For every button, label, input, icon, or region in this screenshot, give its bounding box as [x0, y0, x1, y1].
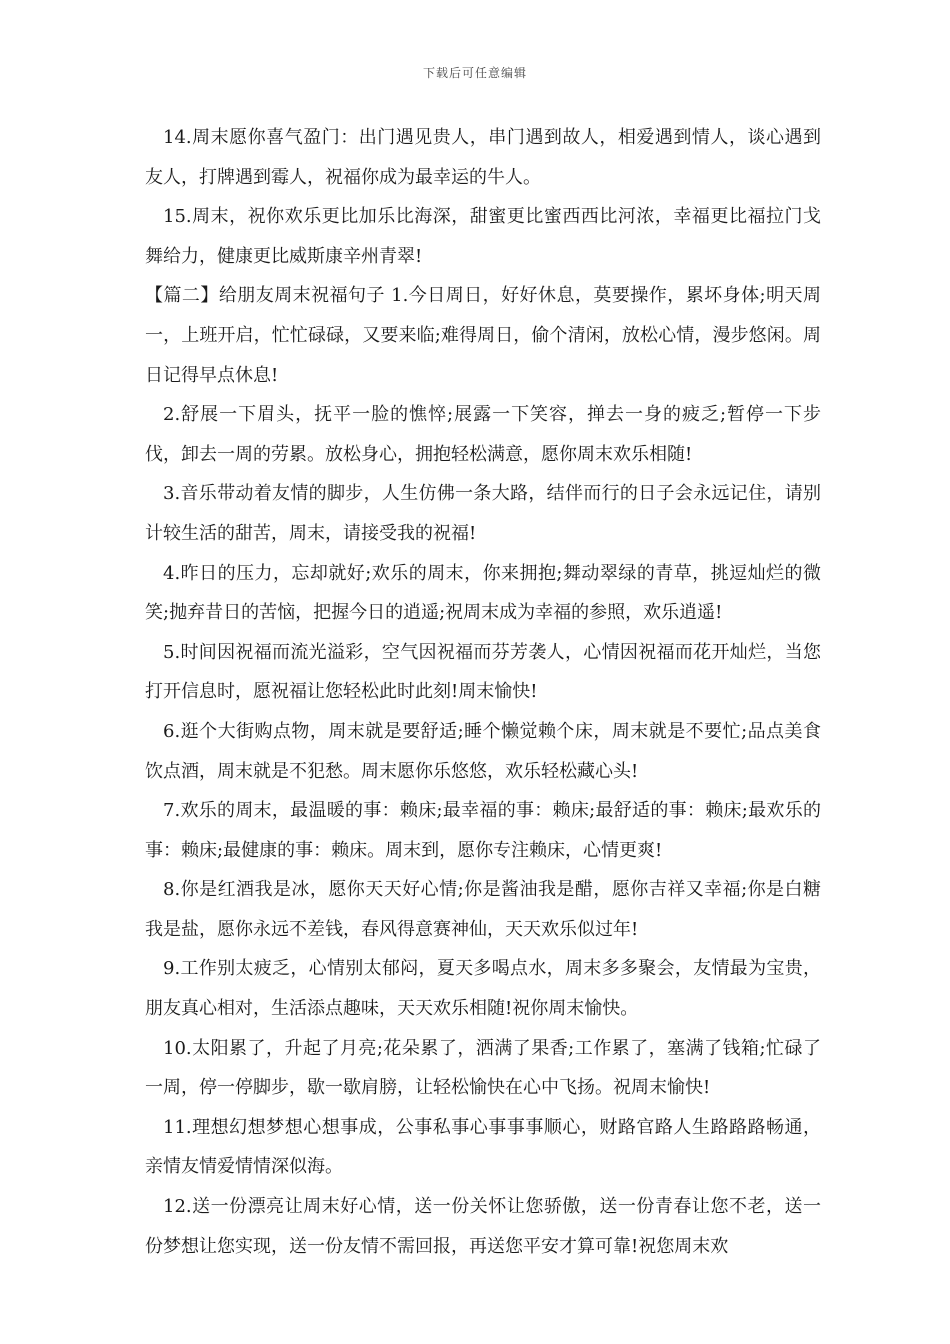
paragraph-2: 2.舒展一下眉头，抚平一脸的憔悴;展露一下笑容，掸去一身的疲乏;暂停一下步伐，卸去一周的劳累。放松身心，拥抱轻松满意，愿你周末欢乐相随!	[145, 404, 821, 465]
paragraph-15: 15.周末，祝你欢乐更比加乐比海深，甜蜜更比蜜西西比河浓，幸福更比福拉门戈舞给力，健康更比威斯康辛州青翠!	[145, 206, 821, 267]
page-header-note: 下载后可任意编辑	[422, 66, 527, 80]
paragraph-10: 10.太阳累了，升起了月亮;花朵累了，洒满了果香;工作累了，塞满了钱箱;忙碌了一周，停一停脚步，歇一歇肩膀，让轻松愉快在心中飞扬。祝周末愉快!	[145, 1037, 821, 1099]
paragraph-7: 7.欢乐的周末，最温暖的事：赖床;最幸福的事：赖床;最舒适的事：赖床;最欢乐的事：赖床;最健康的事：赖床。周末到，愿你专注赖床，心情更爽!	[145, 800, 821, 861]
paragraph-11: 11.理想幻想梦想心想事成，公事私事心事事事顺心，财路官路人生路路路畅通，亲情友情爱情情深似海。	[145, 1116, 821, 1178]
paragraph-12: 12.送一份漂亮让周末好心情，送一份关怀让您骄傲，送一份青春让您不老，送一份梦想让您实现，送一份友情不需回报，再送您平安才算可靠!祝您周末欢	[145, 1196, 821, 1257]
paragraph-5: 5.时间因祝福而流光溢彩，空气因祝福而芬芳袭人，心情因祝福而花开灿烂，当您打开信息时，愿祝福让您轻松此时此刻!周末愉快!	[145, 641, 821, 703]
paragraph-8: 8.你是红酒我是冰，愿你天天好心情;你是酱油我是醋，愿你吉祥又幸福;你是白糖我是盐，愿你永远不差钱，春风得意赛神仙，天天欢乐似过年!	[145, 879, 821, 940]
paragraph-6: 6.逛个大街购点物，周末就是要舒适;睡个懒觉赖个床，周末就是不要忙;品点美食饮点酒，周末就是不犯愁。周末愿你乐悠悠，欢乐轻松藏心头!	[145, 720, 821, 782]
paragraph-14: 14.周末愿你喜气盈门：出门遇见贵人，串门遇到故人，相爱遇到情人，谈心遇到友人，打牌遇到霉人，祝福你成为最幸运的牛人。	[145, 127, 821, 188]
document-body	[145, 118, 821, 1266]
section-two-paragraph-1: 【篇二】给朋友周末祝福句子 1.今日周日，好好休息，莫要操作，累坏身体;明天周一，上班开启，忙忙碌碌，又要来临;难得周日，偷个清闲，放松心情，漫步悠闲。周日记得早点休息!	[145, 285, 821, 386]
paragraph-4: 4.昨日的压力，忘却就好;欢乐的周末，你来拥抱;舞动翠绿的青草，挑逗灿烂的微笑;抛弃昔日的苦恼，把握今日的逍遥;祝周末成为幸福的参照，欢乐逍遥!	[145, 562, 821, 624]
paragraph-9: 9.工作别太疲乏，心情别太郁闷，夏天多喝点水，周末多多聚会，友情最为宝贵，朋友真心相对，生活添点趣味，天天欢乐相随!祝你周末愉快。	[145, 958, 821, 1020]
paragraph-3: 3.音乐带动着友情的脚步，人生仿佛一条大路，结伴而行的日子会永远记住，请别计较生活的甜苦，周末，请接受我的祝福!	[145, 483, 821, 544]
